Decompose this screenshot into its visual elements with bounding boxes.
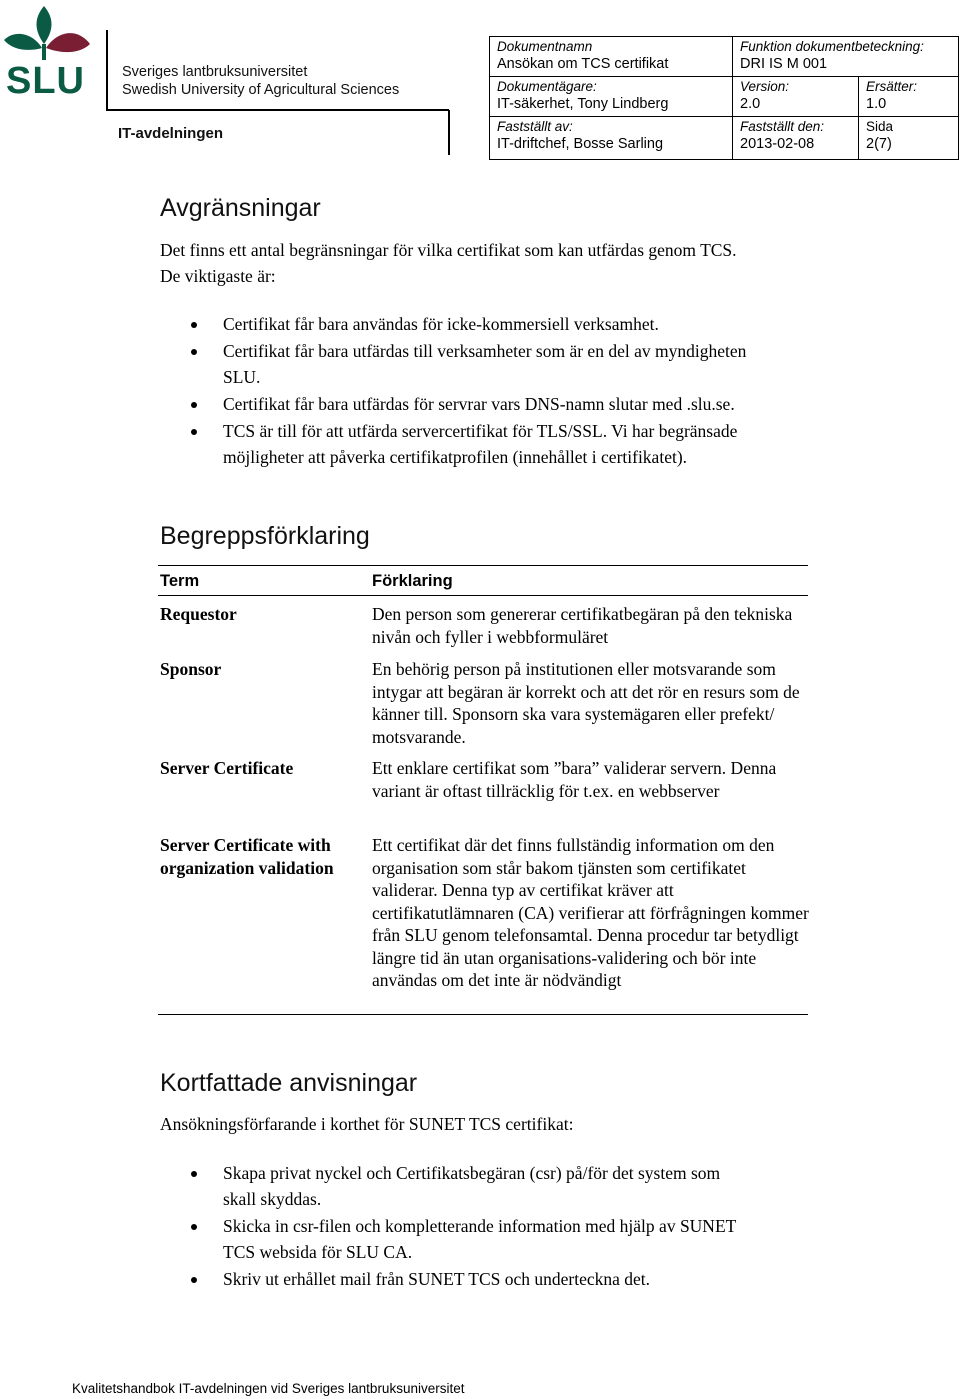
bullet-icon bbox=[191, 1224, 197, 1230]
meta-label: Sida bbox=[866, 119, 894, 134]
list-item-text: Skicka in csr-filen och kompletterande information med hjälp av SUNET bbox=[223, 1216, 737, 1236]
meta-label: Fastställt den: bbox=[740, 119, 825, 134]
term-server-certificate: Server Certificate bbox=[160, 758, 294, 778]
department-name: IT-avdelningen bbox=[118, 125, 224, 142]
term-server-certificate-ov: Server Certificate with organization validation bbox=[160, 835, 334, 878]
meta-agare bbox=[490, 77, 733, 117]
list-item-text: TCS websida för SLU CA. bbox=[223, 1242, 413, 1262]
bullet-icon bbox=[191, 322, 197, 328]
list-item-text: skall skyddas. bbox=[223, 1189, 322, 1209]
bullet-icon bbox=[191, 1171, 197, 1177]
list-item-text: SLU. bbox=[223, 367, 261, 387]
meta-sida bbox=[859, 117, 959, 160]
list-item bbox=[160, 311, 746, 337]
list-item bbox=[160, 338, 746, 390]
meta-value: 2(7) bbox=[866, 136, 892, 152]
definition-server-certificate-ov: Ett certifikat där det finns fullständig information om den organisation som står bakom tjänsten som certifikatet validerar. Denna typ av certifikat kräver att certifikatutlämnaren (CA) verifierar att förfrågningen kommer från SLU genom telefonsamtal. Denna procedur tar betydligt längre tid än utan organisations-validering och bör inte användas om det inte är nödvändigt bbox=[372, 835, 809, 990]
section-heading-begreppsforklaring: Begreppsförklaring bbox=[160, 522, 370, 550]
definition-requestor: Den person som genererar certifikatbegäran på den tekniska nivån och fyller i webbformuläret bbox=[372, 604, 793, 647]
university-name-en: Swedish University of Agricultural Sciences bbox=[122, 81, 400, 98]
term-requestor: Requestor bbox=[160, 604, 237, 624]
section-heading-avgransningar: Avgränsningar bbox=[160, 194, 321, 222]
list-item bbox=[160, 418, 746, 470]
university-name-sv: Sveriges lantbruksuniversitet bbox=[122, 64, 308, 80]
list-item-text: Certifikat får bara användas för icke-kommersiell verksamhet. bbox=[223, 314, 659, 334]
list-item-text: Skapa privat nyckel och Certifikatsbegäran (csr) på/för det system som bbox=[223, 1163, 721, 1183]
logo-text: SLU bbox=[6, 60, 85, 102]
meta-funktion bbox=[733, 37, 959, 77]
list-item-text: Certifikat får bara utfärdas till verksamheter som är en del av myndigheten bbox=[223, 341, 747, 361]
table-bottom-rule bbox=[158, 1014, 808, 1015]
slu-logo bbox=[0, 0, 108, 110]
header-rule bbox=[106, 109, 449, 111]
meta-value: 2013-02-08 bbox=[740, 136, 815, 152]
meta-dokumentnamn bbox=[490, 37, 733, 77]
document-metadata-table bbox=[489, 36, 959, 160]
table-header-term: Term bbox=[160, 572, 200, 590]
meta-faststallt-den bbox=[733, 117, 859, 160]
list-item bbox=[160, 1160, 736, 1212]
term-sponsor: Sponsor bbox=[160, 659, 222, 679]
bullet-icon bbox=[191, 402, 197, 408]
meta-label: Funktion dokumentbeteckning: bbox=[740, 39, 924, 54]
meta-ersatter bbox=[859, 77, 959, 117]
table-top-rule bbox=[158, 565, 808, 566]
header-divider-lower bbox=[448, 110, 450, 155]
meta-version bbox=[733, 77, 859, 117]
list-item bbox=[160, 391, 746, 417]
bullet-icon bbox=[191, 349, 197, 355]
list-item-text: Skriv ut erhållet mail från SUNET TCS och underteckna det. bbox=[223, 1269, 651, 1289]
meta-label: Fastställt av: bbox=[497, 119, 573, 134]
meta-value: DRI IS M 001 bbox=[740, 56, 828, 72]
intro-line: Det finns ett antal begränsningar för vilka certifikat som kan utfärdas genom TCS. bbox=[160, 240, 737, 260]
table-header-rule bbox=[158, 595, 808, 596]
list-item bbox=[160, 1213, 736, 1265]
meta-value: 1.0 bbox=[866, 96, 887, 112]
meta-label: Dokumentägare: bbox=[497, 79, 597, 94]
instructions-list bbox=[160, 1160, 736, 1293]
bullet-icon bbox=[191, 1277, 197, 1283]
list-item bbox=[160, 1266, 736, 1292]
meta-value: IT-säkerhet, Tony Lindberg bbox=[497, 96, 669, 112]
university-name bbox=[122, 64, 399, 99]
section1-intro bbox=[160, 237, 737, 289]
meta-label: Ersätter: bbox=[866, 79, 918, 94]
list-item-text: möjligheter att påverka certifikatprofilen (innehållet i certifikatet). bbox=[223, 447, 688, 467]
table-header-forklaring: Förklaring bbox=[372, 572, 453, 590]
intro-line: De viktigaste är: bbox=[160, 266, 276, 286]
definition-sponsor: En behörig person på institutionen eller motsvarande som intygar att begäran är korrekt och att det rör en resurs som de känner till. Sponsorn ska vara systemägaren eller prefekt/ motsvarande. bbox=[372, 659, 800, 747]
page-footer: Kvalitetshandbok IT-avdelningen vid Sveriges lantbruksuniversitet bbox=[72, 1381, 465, 1396]
meta-value: Ansökan om TCS certifikat bbox=[497, 56, 669, 72]
meta-label: Version: bbox=[740, 79, 790, 94]
bullet-icon bbox=[191, 429, 197, 435]
list-item-text: Certifikat får bara utfärdas för servrar vars DNS-namn slutar med .slu.se. bbox=[223, 394, 735, 414]
header-divider bbox=[106, 30, 108, 110]
list-item-text: TCS är till för att utfärda servercertifikat för TLS/SSL. Vi har begränsade bbox=[223, 421, 738, 441]
restrictions-list bbox=[160, 311, 746, 471]
section3-intro: Ansökningsförfarande i korthet för SUNET TCS certifikat: bbox=[160, 1114, 574, 1134]
meta-value: IT-driftchef, Bosse Sarling bbox=[497, 136, 664, 152]
section-heading-kortfattade-anvisningar: Kortfattade anvisningar bbox=[160, 1069, 418, 1097]
meta-value: 2.0 bbox=[740, 96, 761, 112]
definition-server-certificate: Ett enklare certifikat som ”bara” validerar servern. Denna variant är oftast tillräcklig för t.ex. en webbserver bbox=[372, 758, 777, 801]
meta-label: Dokumentnamn bbox=[497, 39, 593, 54]
meta-faststallt-av bbox=[490, 117, 733, 160]
